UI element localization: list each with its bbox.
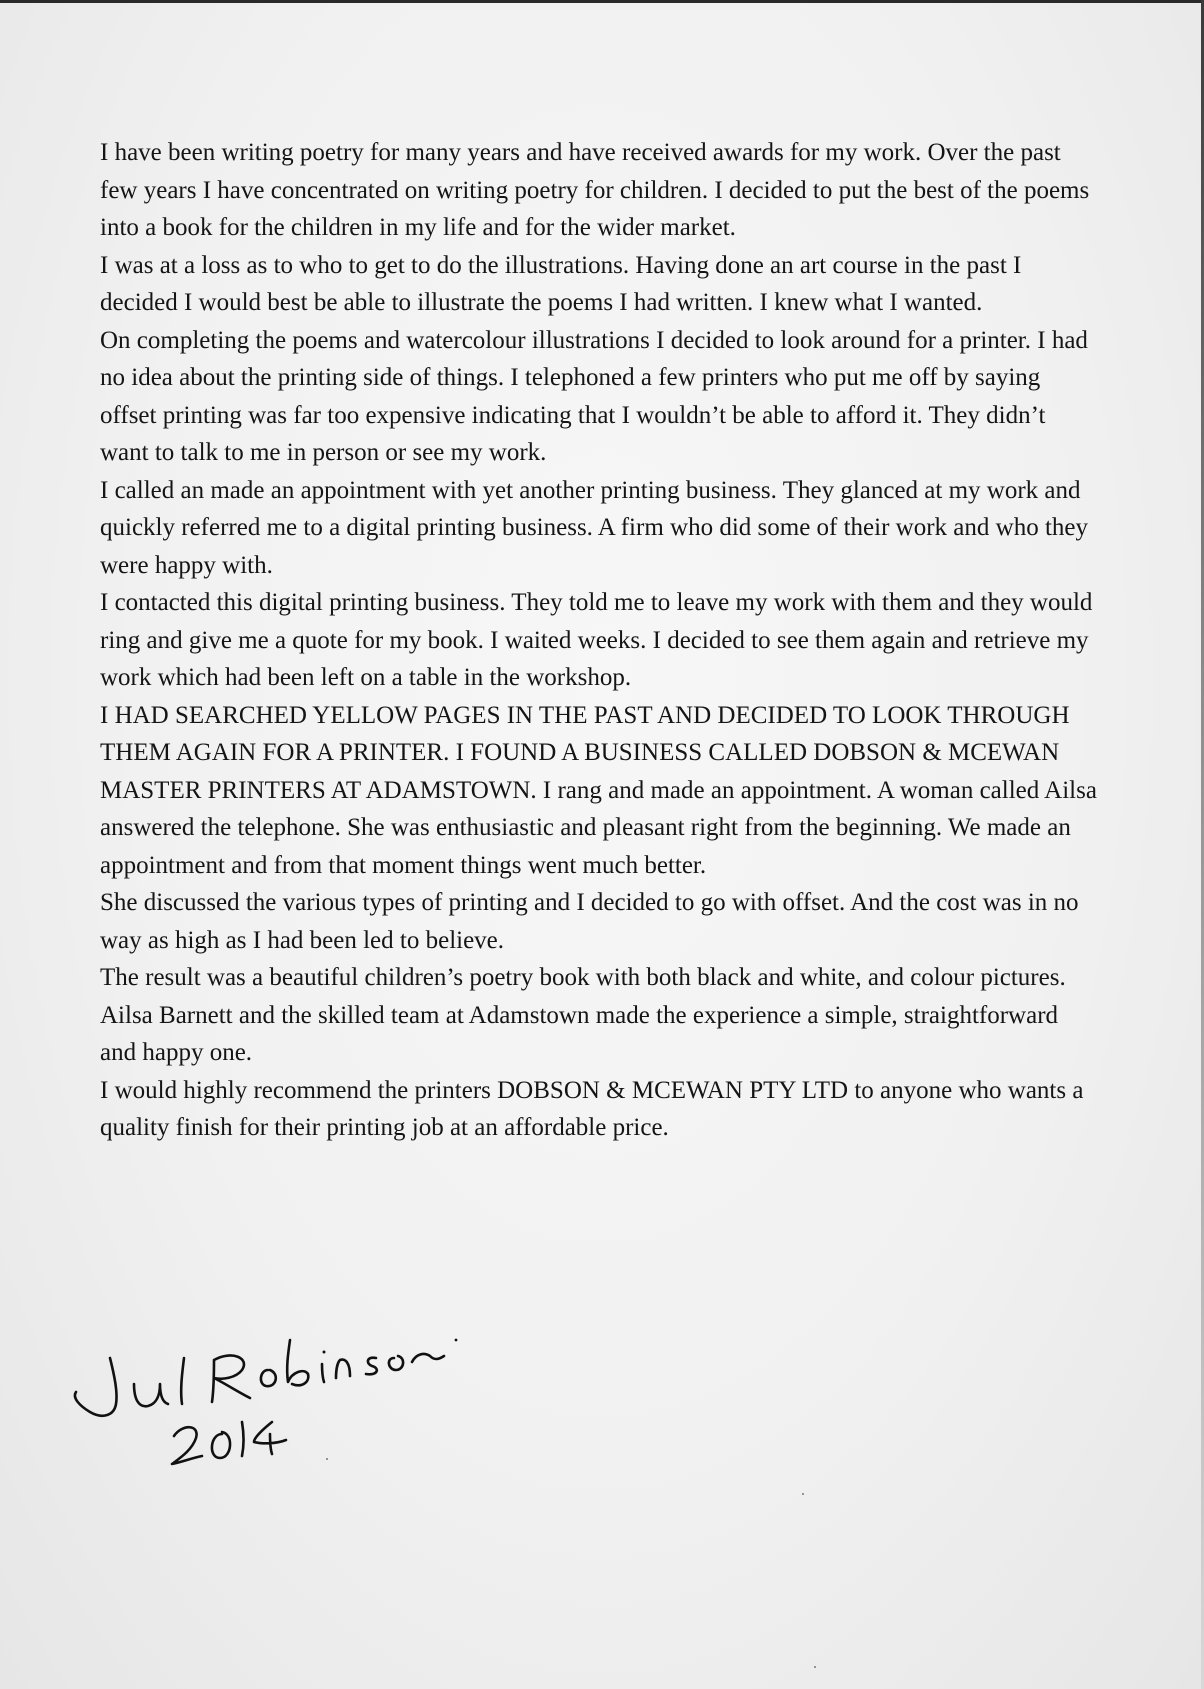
paragraph-yellow-pages: I HAD SEARCHED YELLOW PAGES IN THE PAST AND DECIDED TO LOOK THROUGH THEM AGAIN FOR A PRINTER. I FOUND A BUSINESS CALLED DOBSON & MCEWAN MASTER PRINTERS AT ADAMSTOWN. I rang and made an appointment. A woman called Ailsa answered the telephone. She was enthusiastic and pleasant right from the beginning. We made an appointment and from that moment things went much better. xyxy=(100,701,1097,879)
paragraph-finding-printer: On completing the poems and watercolour illustrations I decided to look around for a printer. I had no idea about the printing side of things. I telephoned a few printers who put me off by saying offset printing was far too expensive indicating that I wouldn’t be able to afford it. They didn’t want to talk to me in person or see my work. xyxy=(100,326,1088,466)
paragraph-another-business: I called an made an appointment with yet another printing business. They glanced at my work and quickly referred me to a digital printing business. A firm who did some of their work and who they were happy with. xyxy=(100,476,1089,579)
paragraph-intro: I have been writing poetry for many years and have received awards for my work. Over the past few years I have concentrated on writing poetry for children. I decided to put the best of the poems into a book for the children in my life and for the wider market. xyxy=(100,139,1090,241)
handwritten-signature xyxy=(64,1318,484,1468)
signature-stroke xyxy=(254,1422,286,1454)
signature-stroke xyxy=(336,1360,350,1378)
signature-stroke xyxy=(412,1354,444,1362)
signature-drawing xyxy=(64,1318,484,1468)
signature-stroke xyxy=(322,1364,324,1382)
paragraph-recommendation: I would highly recommend the printers DOBSON & MCEWAN PTY LTD to anyone who wants a quality finish for their printing job at an affordable price. xyxy=(100,1076,1084,1141)
scan-speck xyxy=(814,1666,816,1668)
signature-stroke xyxy=(287,1340,308,1385)
scan-edge-top xyxy=(0,0,1204,3)
signature-stroke xyxy=(261,1370,276,1386)
signature-stroke xyxy=(212,1432,230,1458)
signature-stroke xyxy=(366,1358,377,1375)
signature-stroke xyxy=(75,1358,117,1416)
signature-stroke xyxy=(172,1427,202,1464)
letter-body xyxy=(100,134,1100,1147)
scan-speck xyxy=(326,1458,328,1460)
paragraph-offset-printing: She discussed the various types of printing and I decided to go with offset. And the cost was in no way as high as I had been led to believe. xyxy=(100,889,1079,954)
signature-dot xyxy=(455,1339,458,1342)
signature-stroke xyxy=(389,1356,403,1370)
signature-stroke xyxy=(181,1358,184,1404)
paragraph-result: The result was a beautiful children’s poetry book with both black and white, and colour pictures. Ailsa Barnett and the skilled team at Adamstown made the experience a simple, straightforward and happy one. xyxy=(100,964,1066,1066)
paragraph-digital-printing: I contacted this digital printing business. They told me to leave my work with them and they would ring and give me a quote for my book. I waited weeks. I decided to see them again and retrieve my work which had been left on a table in the workshop. xyxy=(100,589,1093,691)
paragraph-illustrations: I was at a loss as to who to get to do the illustrations. Having done an art course in the past I decided I would best be able to illustrate the poems I had written. I knew what I wanted. xyxy=(100,251,1022,316)
signature-dot xyxy=(323,1351,326,1354)
signature-stroke xyxy=(212,1355,250,1402)
signature-stroke xyxy=(134,1384,168,1406)
scan-speck xyxy=(802,1493,804,1495)
signature-stroke xyxy=(242,1422,244,1456)
